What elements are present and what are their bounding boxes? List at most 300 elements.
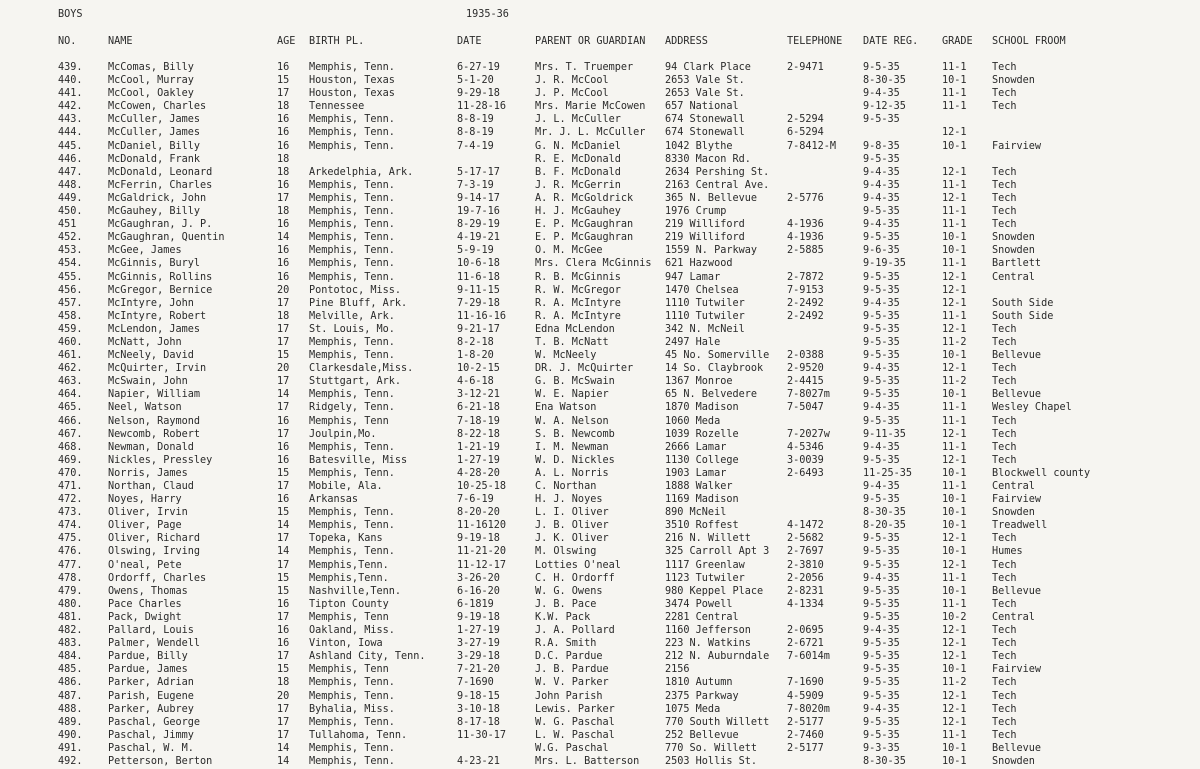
date-registered: 9-5-35 [863, 153, 900, 165]
student-name: Paschal, W. M. [108, 742, 194, 754]
age: 15 [277, 467, 290, 479]
age: 15 [277, 585, 290, 597]
address: 1367 Monroe [665, 376, 733, 388]
birth-date: 9-19-18 [457, 533, 500, 545]
grade: 12-1 [942, 638, 967, 650]
student-name: Noyes, Harry [108, 494, 182, 506]
date-registered: 9-11-35 [863, 428, 906, 440]
school-from: Snowden [992, 507, 1035, 519]
birth-date: 10-2-15 [457, 363, 500, 375]
birth-place: Memphis, Tenn. [309, 507, 395, 519]
row-no: 456. [58, 284, 83, 296]
telephone: 4-1936 [787, 232, 824, 244]
age: 20 [277, 363, 290, 375]
birth-place: Nashville,Tenn. [309, 585, 402, 597]
age: 16 [277, 415, 290, 427]
row-no: 451 [58, 219, 77, 231]
student-name: McComas, Billy [108, 62, 194, 73]
address: 1169 Madison [665, 494, 739, 506]
address: 94 Clark Place [665, 62, 751, 73]
table-row [0, 676, 1200, 689]
grade: 10-1 [942, 585, 967, 597]
date-registered: 9-4-35 [863, 192, 900, 204]
student-name: Pace Charles [108, 598, 182, 610]
row-no: 455. [58, 271, 83, 283]
grade: 11-2 [942, 376, 967, 388]
table-row [0, 454, 1200, 467]
table-row [0, 231, 1200, 244]
table-row [0, 113, 1200, 126]
address: 1110 Tutwiler [665, 297, 745, 309]
col-date: DATE [457, 36, 482, 47]
table-row [0, 153, 1200, 166]
birth-place: Memphis, Tenn. [309, 677, 395, 689]
table-row [0, 559, 1200, 572]
date-registered: 9-5-35 [863, 336, 900, 348]
address: 14 So. Claybrook [665, 363, 764, 375]
address: 621 Hazwood [665, 258, 733, 270]
parent-guardian: Mr. J. L. McCuller [535, 127, 646, 139]
age: 15 [277, 664, 290, 676]
age: 17 [277, 376, 290, 388]
age: 15 [277, 507, 290, 519]
birth-date: 6-16-20 [457, 585, 500, 597]
school-from: Snowden [992, 245, 1035, 257]
birth-place: Stuttgart, Ark. [309, 376, 402, 388]
address: 1810 Autumn [665, 677, 733, 689]
age: 17 [277, 88, 290, 100]
address: 3510 Roffest [665, 520, 739, 532]
parent-guardian: R. B. McGinnis [535, 271, 621, 283]
row-no: 491. [58, 742, 83, 754]
student-name: McCool, Murray [108, 75, 194, 87]
birth-place: Memphis, Tenn. [309, 742, 395, 754]
age: 16 [277, 62, 290, 73]
birth-place: Memphis, Tenn [309, 611, 389, 623]
row-no: 492. [58, 755, 83, 767]
grade: 11-1 [942, 481, 967, 492]
table-row [0, 140, 1200, 153]
grade: 12-1 [942, 690, 967, 702]
row-no: 488. [58, 703, 83, 715]
row-no: 466. [58, 415, 83, 427]
school-from: Tech [992, 166, 1017, 178]
student-name: McGregor, Bernice [108, 284, 213, 296]
school-from: Bellevue [992, 585, 1042, 597]
birth-date: 3-12-21 [457, 389, 500, 401]
school-from: Tech [992, 101, 1017, 113]
grade: 12-1 [942, 363, 967, 375]
grade: 11-1 [942, 441, 967, 453]
table-row [0, 572, 1200, 585]
grade: 12-1 [942, 271, 967, 283]
telephone: 6-5294 [787, 127, 824, 139]
date-registered: 9-4-35 [863, 219, 900, 231]
school-year: 1935-36 [466, 9, 509, 20]
address: 1123 Tutwiler [665, 572, 745, 584]
age: 16 [277, 271, 290, 283]
school-from: South Side [992, 297, 1054, 309]
telephone: 2-2492 [787, 310, 824, 322]
student-name: Newcomb, Robert [108, 428, 201, 440]
student-name: Napier, William [108, 389, 201, 401]
student-name: McIntyre, Robert [108, 310, 207, 322]
parent-guardian: J. L. McCuller [535, 114, 621, 126]
birth-place: Memphis, Tenn. [309, 127, 395, 139]
grade: 11-1 [942, 572, 967, 584]
school-from: Tech [992, 454, 1017, 466]
address: 1888 Walker [665, 481, 733, 492]
address: 1060 Meda [665, 415, 721, 427]
grade: 12-1 [942, 454, 967, 466]
grade: 10-1 [942, 546, 967, 558]
address: 674 Stonewall [665, 114, 745, 126]
table-row [0, 100, 1200, 113]
page-header [0, 9, 1200, 23]
table-row [0, 257, 1200, 270]
date-registered: 9-5-35 [863, 716, 900, 728]
parent-guardian: J. B. Pace [535, 598, 597, 610]
grade: 11-1 [942, 62, 967, 73]
student-name: McGinnis, Rollins [108, 271, 213, 283]
address: 252 Bellevue [665, 729, 739, 741]
birth-date: 6-21-18 [457, 402, 500, 414]
birth-date: 3-29-18 [457, 651, 500, 663]
row-no: 442. [58, 101, 83, 113]
address: 674 Stonewall [665, 127, 745, 139]
age: 17 [277, 481, 290, 492]
age: 16 [277, 625, 290, 637]
grade: 12-1 [942, 716, 967, 728]
school-from: South Side [992, 310, 1054, 322]
row-no: 441. [58, 88, 83, 100]
address: 770 South Willett [665, 716, 770, 728]
parent-guardian: O. M. McGee [535, 245, 603, 257]
col-school: SCHOOL FROOM [992, 36, 1066, 47]
birth-date: 1-21-19 [457, 441, 500, 453]
row-no: 486. [58, 677, 83, 689]
birth-place: Memphis, Tenn. [309, 245, 395, 257]
age: 16 [277, 127, 290, 139]
school-from: Treadwell [992, 520, 1048, 532]
date-registered: 9-5-35 [863, 323, 900, 335]
age: 16 [277, 494, 290, 506]
age: 17 [277, 323, 290, 335]
age: 17 [277, 428, 290, 440]
row-no: 445. [58, 140, 83, 152]
student-name: McCuller, James [108, 127, 201, 139]
birth-place: Memphis, Tenn. [309, 192, 395, 204]
col-address: ADDRESS [665, 36, 708, 47]
table-row [0, 519, 1200, 532]
birth-place: Memphis, Tenn. [309, 179, 395, 191]
birth-place: Arkedelphia, Ark. [309, 166, 414, 178]
age: 20 [277, 284, 290, 296]
parent-guardian: DR. J. McQuirter [535, 363, 634, 375]
school-from: Tech [992, 638, 1017, 650]
telephone: 4-1334 [787, 598, 824, 610]
student-name: Oliver, Irvin [108, 507, 188, 519]
student-name: Oliver, Page [108, 520, 182, 532]
birth-date: 7-3-19 [457, 179, 494, 191]
parent-guardian: G. N. McDaniel [535, 140, 621, 152]
birth-date: 9-19-18 [457, 611, 500, 623]
student-name: McNeely, David [108, 350, 194, 362]
date-registered: 9-5-35 [863, 494, 900, 506]
grade: 10-1 [942, 755, 967, 767]
school-from: Bartlett [992, 258, 1042, 270]
telephone: 4-1472 [787, 520, 824, 532]
school-from: Snowden [992, 75, 1035, 87]
school-from: Tech [992, 179, 1017, 191]
address: 1117 Greenlaw [665, 559, 745, 571]
table-row [0, 441, 1200, 454]
school-from: Tech [992, 415, 1017, 427]
school-from: Tech [992, 703, 1017, 715]
parent-guardian: Mrs. L. Batterson [535, 755, 640, 767]
telephone: 7-8020m [787, 703, 830, 715]
telephone: 2-6493 [787, 467, 824, 479]
parent-guardian: B. F. McDonald [535, 166, 621, 178]
address: 2281 Central [665, 611, 739, 623]
parent-guardian: J. P. McCool [535, 88, 609, 100]
birth-date: 11-30-17 [457, 729, 507, 741]
address: 216 N. Willett [665, 533, 751, 545]
birth-date: 9-14-17 [457, 192, 500, 204]
grade: 10-1 [942, 350, 967, 362]
grade: 10-1 [942, 232, 967, 244]
date-registered: 9-6-35 [863, 245, 900, 257]
table-row [0, 415, 1200, 428]
telephone: 2-8231 [787, 585, 824, 597]
date-registered: 8-30-35 [863, 507, 906, 519]
date-registered: 9-4-35 [863, 572, 900, 584]
telephone: 2-5682 [787, 533, 824, 545]
grade: 11-1 [942, 598, 967, 610]
student-name: Pack, Dwight [108, 611, 182, 623]
birth-date: 7-6-19 [457, 494, 494, 506]
table-row [0, 428, 1200, 441]
address: 2634 Pershing St. [665, 166, 770, 178]
row-no: 460. [58, 336, 83, 348]
address: 2497 Hale [665, 336, 721, 348]
address: 657 National [665, 101, 739, 113]
grade: 10-1 [942, 520, 967, 532]
date-registered: 9-5-35 [863, 114, 900, 126]
age: 14 [277, 742, 290, 754]
student-name: Pardue, James [108, 664, 188, 676]
birth-date: 4-28-20 [457, 467, 500, 479]
table-row [0, 716, 1200, 729]
age: 20 [277, 690, 290, 702]
age: 18 [277, 153, 290, 165]
parent-guardian: L. W. Paschal [535, 729, 615, 741]
school-from: Tech [992, 88, 1017, 100]
telephone: 2-7872 [787, 271, 824, 283]
table-row [0, 336, 1200, 349]
telephone: 2-5177 [787, 742, 824, 754]
table-row [0, 532, 1200, 545]
birth-date: 8-8-19 [457, 127, 494, 139]
telephone: 3-0039 [787, 454, 824, 466]
age: 16 [277, 638, 290, 650]
parent-guardian: L. I. Oliver [535, 507, 609, 519]
birth-place: Oakland, Miss. [309, 625, 395, 637]
school-from: Fairview [992, 140, 1042, 152]
age: 16 [277, 258, 290, 270]
age: 15 [277, 75, 290, 87]
date-registered: 11-25-35 [863, 467, 913, 479]
col-parent: PARENT OR GUARDIAN [535, 36, 646, 47]
address: 219 Williford [665, 232, 745, 244]
student-name: McCowen, Charles [108, 101, 207, 113]
date-registered: 9-5-35 [863, 546, 900, 558]
school-from: Tech [992, 192, 1017, 204]
row-no: 453. [58, 245, 83, 257]
row-no: 452. [58, 232, 83, 244]
row-no: 439. [58, 62, 83, 73]
table-row [0, 506, 1200, 519]
student-name: Newman, Donald [108, 441, 194, 453]
date-registered: 9-4-35 [863, 441, 900, 453]
student-name: Northan, Claud [108, 481, 194, 492]
parent-guardian: Lewis. Parker [535, 703, 615, 715]
school-from: Tech [992, 219, 1017, 231]
birth-date: 11-12-17 [457, 559, 507, 571]
birth-place: Memphis, Tenn. [309, 206, 395, 218]
birth-place: Memphis,Tenn. [309, 559, 389, 571]
birth-date: 11-28-16 [457, 101, 507, 113]
parent-guardian: W. McNeely [535, 350, 597, 362]
address: 2653 Vale St. [665, 88, 745, 100]
age: 14 [277, 755, 290, 767]
row-no: 440. [58, 75, 83, 87]
birth-date: 9-29-18 [457, 88, 500, 100]
row-no: 464. [58, 389, 83, 401]
address: 1559 N. Parkway [665, 245, 758, 257]
birth-date: 7-1690 [457, 677, 494, 689]
address: 2163 Central Ave. [665, 179, 770, 191]
parent-guardian: T. B. McNatt [535, 336, 609, 348]
birth-place: Memphis, Tenn. [309, 716, 395, 728]
row-no: 465. [58, 402, 83, 414]
birth-date: 4-6-18 [457, 376, 494, 388]
address: 1903 Lamar [665, 467, 727, 479]
age: 18 [277, 677, 290, 689]
parent-guardian: J. B. Oliver [535, 520, 609, 532]
date-registered: 9-5-35 [863, 232, 900, 244]
school-from: Tech [992, 363, 1017, 375]
date-registered: 9-5-35 [863, 284, 900, 296]
address: 342 N. McNeil [665, 323, 745, 335]
birth-place: Batesville, Miss [309, 454, 408, 466]
parent-guardian: Ena Watson [535, 402, 597, 414]
age: 17 [277, 729, 290, 741]
address: 65 N. Belvedere [665, 389, 758, 401]
birth-place: Memphis, Tenn. [309, 140, 395, 152]
parent-guardian: W.G. Paschal [535, 742, 609, 754]
table-row [0, 375, 1200, 388]
grade: 11-1 [942, 415, 967, 427]
birth-place: Houston, Texas [309, 75, 395, 87]
col-grade: GRADE [942, 36, 973, 47]
birth-date: 9-21-17 [457, 323, 500, 335]
row-no: 489. [58, 716, 83, 728]
grade: 10-2 [942, 611, 967, 623]
address: 1470 Chelsea [665, 284, 739, 296]
birth-place: Mobile, Ala. [309, 481, 383, 492]
row-no: 474. [58, 520, 83, 532]
student-name: Norris, James [108, 467, 188, 479]
age: 14 [277, 389, 290, 401]
date-registered: 9-5-35 [863, 350, 900, 362]
school-from: Tech [992, 651, 1017, 663]
telephone: 7-1690 [787, 677, 824, 689]
grade: 12-1 [942, 323, 967, 335]
birth-date: 10-25-18 [457, 481, 507, 492]
birth-place: Clarkesdale,Miss. [309, 363, 414, 375]
table-row [0, 755, 1200, 768]
grade: 10-1 [942, 245, 967, 257]
school-from: Tech [992, 598, 1017, 610]
row-no: 482. [58, 625, 83, 637]
section-label: BOYS [58, 9, 83, 20]
student-name: Owens, Thomas [108, 585, 188, 597]
grade: 10-1 [942, 507, 967, 519]
table-row [0, 742, 1200, 755]
birth-place: Memphis, Tenn. [309, 114, 395, 126]
birth-date: 5-9-19 [457, 245, 494, 257]
parent-guardian: I. M. Newman [535, 441, 609, 453]
row-no: 444. [58, 127, 83, 139]
birth-date: 10-6-18 [457, 258, 500, 270]
birth-place: Memphis, Tenn. [309, 232, 395, 244]
birth-place: Memphis, Tenn. [309, 546, 395, 558]
school-from: Central [992, 611, 1035, 623]
birth-place: Memphis, Tenn. [309, 389, 395, 401]
school-from: Tech [992, 441, 1017, 453]
telephone: 7-6014m [787, 651, 830, 663]
table-row [0, 493, 1200, 506]
date-registered: 9-4-35 [863, 481, 900, 492]
school-from: Tech [992, 625, 1017, 637]
address: 1110 Tutwiler [665, 310, 745, 322]
birth-place: Topeka, Kans [309, 533, 383, 545]
student-name: McFerrin, Charles [108, 179, 213, 191]
birth-place: Pine Bluff, Ark. [309, 297, 408, 309]
table-row [0, 218, 1200, 231]
school-from: Fairview [992, 664, 1042, 676]
birth-date: 7-4-19 [457, 140, 494, 152]
age: 15 [277, 572, 290, 584]
age: 16 [277, 245, 290, 257]
telephone: 2-9471 [787, 62, 824, 73]
date-registered: 9-4-35 [863, 363, 900, 375]
parent-guardian: C. H. Ordorff [535, 572, 615, 584]
row-no: 449. [58, 192, 83, 204]
age: 17 [277, 336, 290, 348]
age: 17 [277, 402, 290, 414]
student-name: McQuirter, Irvin [108, 363, 207, 375]
birth-date: 5-17-17 [457, 166, 500, 178]
age: 18 [277, 166, 290, 178]
age: 17 [277, 716, 290, 728]
parent-guardian: Mrs. T. Truemper [535, 62, 634, 73]
telephone: 2-9520 [787, 363, 824, 375]
grade: 12-1 [942, 625, 967, 637]
birth-place: Pontotoc, Miss. [309, 284, 402, 296]
grade: 12-1 [942, 284, 967, 296]
